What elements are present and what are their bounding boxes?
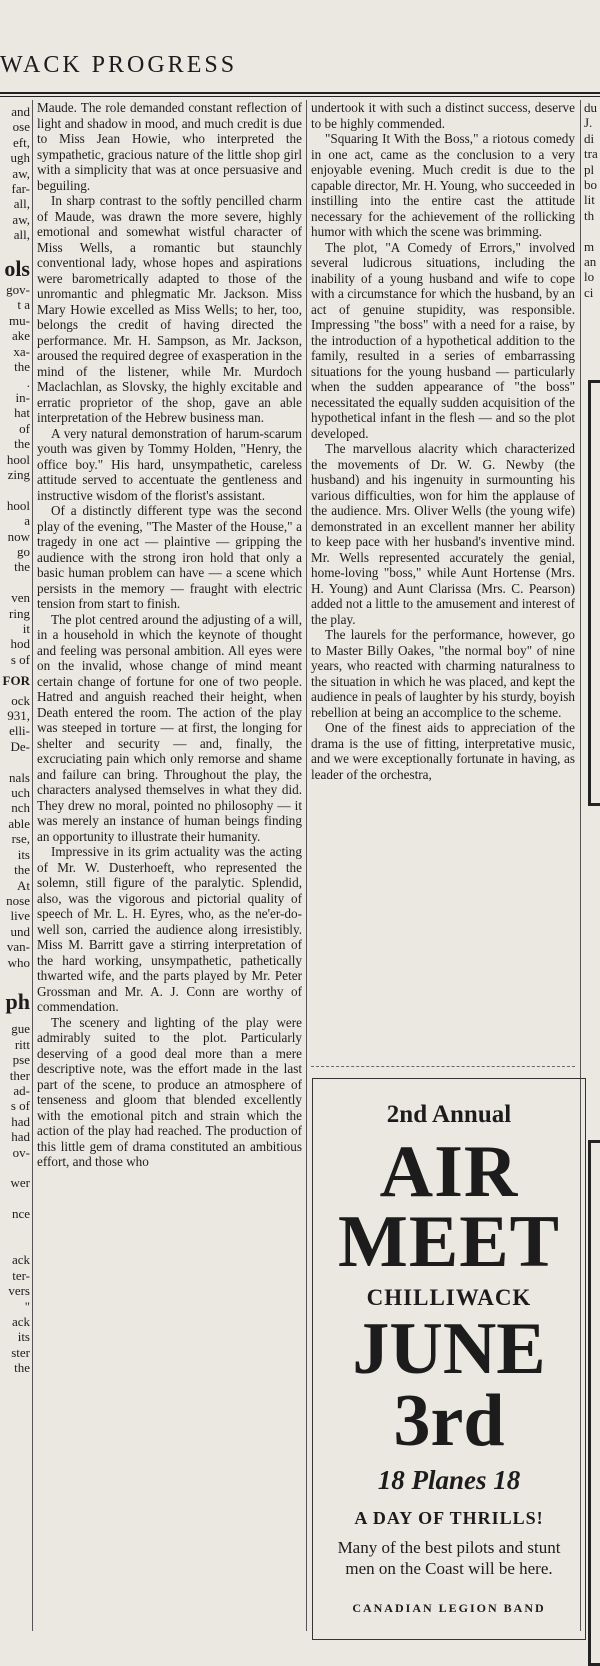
left-fragment-block: ock 931, elli- De- nals uch nch able rse, its the At nose live und van- who bbox=[6, 692, 30, 970]
article-paragraph: undertook it with such a distinct success, deserve to be highly commended. bbox=[311, 100, 575, 131]
article-paragraph: The marvellous alacrity which characterized the movements of Dr. W. G. Newby (the husband) and his ingenuity in surmounting his various difficulties, won for him the applause of the audience. Mrs. Oliver Wells (the young wife) demonstrated in an excellent manner her ability to keep pace with her husband's inventive mind. Mr. Wells represented accurately the genial, home-loving "boss," while Aunt Hortense (Mrs. H. Young) and Aunt Clarissa (Mrs. C. Pearson) added not a little to the amusement and interest of the play. bbox=[311, 441, 575, 627]
right-ad-frame bbox=[588, 380, 600, 806]
article-column-2 bbox=[311, 100, 575, 1062]
ad-annual-label: 2nd Annual bbox=[386, 1101, 512, 1128]
article-paragraph: Impressive in its grim actuality was the acting of Mr. W. Dusterhoeft, who represented the solemn, still figure of the paralytic. Splendid, also, was the vigorous and pictorial quality of speech of Mr. L. H. Eyres, who, as the ne'er-do-well son, carried the audience along irresistibly. Miss M. Barritt gave a stirring interpretation of the hard working, unsympathetic, pathetically thwarted wife, and the parts played by Mr. Peter Grossman and Mr. A. J. Conn are worthy of commendation. bbox=[37, 844, 302, 1014]
right-ad-frame bbox=[588, 1140, 600, 1666]
ad-city: CHILLIWACK bbox=[366, 1285, 532, 1310]
ad-meet-heading: MEET bbox=[338, 1201, 560, 1283]
masthead-rule-thin bbox=[0, 96, 600, 97]
article-paragraph: The plot, "A Comedy of Errors," involved several ludicrous situations, including the inability of a young husband and wife to cope with a circumstance for which the husband, by an act of genuine stupidity, was responsible. Impressing "the boss" with a need for a raise, by the introduction of a hypothetical addition to the family, resulted in a series of embarrassing situations for the young husband — particularly when the sudden appearance of "the boss" necessitated the equally sudden acquisition of the hypothetical infant in the flesh — and so the plot developed. bbox=[311, 239, 575, 441]
left-fragment-block: gov- t a mu- ake xa- the . in- hat of the hool zing hool a now go the ven ring it hod s of bbox=[6, 282, 30, 667]
ad-band: CANADIAN LEGION BAND bbox=[352, 1601, 546, 1615]
right-fragment-block: du J. di tra pl bo lit th m an lo ci bbox=[584, 100, 598, 300]
ad-thrills: A DAY OF THRILLS! bbox=[354, 1508, 544, 1528]
left-fragment-heading: FOR bbox=[2, 673, 30, 689]
column-divider bbox=[32, 100, 33, 1631]
left-fragment-column bbox=[0, 104, 30, 1631]
masthead-rule bbox=[0, 92, 600, 94]
column-end-dashes bbox=[311, 1066, 575, 1067]
ad-month: JUNE bbox=[352, 1308, 546, 1390]
article-paragraph: Maude. The role demanded constant reflection of light and shadow in mood, and much credit is due to Miss Jean Howie, who interpreted the sympathetic, gracious nature of the little shop girl with a simplicity that was at once persuasive and beguiling. bbox=[37, 100, 302, 193]
ad-air-heading: AIR bbox=[379, 1131, 519, 1213]
article-paragraph: A very natural demonstration of harum-scarum youth was given by Tommy Holden, "Henry, the office boy." His hard, unsympathetic, careless attitude served to accentuate the gentleness and instructive wisdom of the florist's assistant. bbox=[37, 425, 302, 503]
ad-planes: 18 Planes 18 bbox=[377, 1465, 521, 1495]
article-column-1 bbox=[37, 100, 302, 1631]
left-fragment-block: and ose eft, ugh aw, far- all, aw, all, bbox=[10, 104, 30, 243]
article-paragraph: The laurels for the performance, however, go to Master Billy Oakes, "the normal boy" of nine years, who reacted with charming naturalness to the situation in which he was placed, and kept the audience in peals of laughter by his sturdy, boyish rebellion at being an accomplice to the scheme. bbox=[311, 627, 575, 720]
ad-day: 3rd bbox=[393, 1380, 505, 1462]
article-paragraph: "Squaring It With the Boss," a riotous comedy in one act, came as the conclusion to a very enjoyable evening. Much credit is due to the capable director, Mr. H. Young, who succeeded in instilling into the entire cast the attitude necessary for the achievement of the rollicking humor with which the scene was brimming. bbox=[311, 131, 575, 239]
air-meet-advertisement bbox=[312, 1078, 586, 1640]
article-paragraph: The scenery and lighting of the play were admirably suited to the plot. Particularly deserving of a good deal more than a mere descriptive note, was the effort made in the last part of the scene, to produce an atmosphere of tenseness and gloom that blended excellently with the emotional pitch and strain which the action of the play had reached. The production of this little gem of drama constituted an ambitious effort, and those who bbox=[37, 1014, 302, 1169]
masthead-title: WACK PROGRESS bbox=[0, 52, 238, 78]
ad-description: Many of the best pilots and stunt men on the Coast will be here. bbox=[337, 1538, 561, 1578]
column-divider bbox=[306, 100, 307, 1631]
left-fragment-block: gue ritt pse ther ad- s of had had ov- wer nce ack ter- vers " ack its ster the bbox=[8, 1021, 30, 1376]
article-paragraph: In sharp contrast to the softly pencilled charm of Maude, was drawn the more severe, highly emotional and somewhat wistful character of Miss Wells, a romantic but staunchly conventional lady, whose hopes and aspirations were barometrically adapted to those of the unromantic and phlegmatic Mr. Jackson. Miss Mary Howie excelled as Miss Wells; to her, too, belongs the credit of having directed the performance. Mr. H. Sampson, as Mr. Jackson, aroused the required degree of exasperation in the mind of the listener, while Mr. Murdoch Maclachlan, as Slovsky, the highly excitable and erratic proprietor of the shop, gave an able interpretation of the Hebrew business man. bbox=[37, 193, 302, 425]
left-fragment-heading: ph bbox=[5, 988, 30, 1014]
right-fragment-column bbox=[584, 100, 600, 340]
left-fragment-heading: ols bbox=[4, 255, 30, 281]
article-paragraph: Of a distinctly different type was the second play of the evening, "The Master of the House," a tragedy in one act — plaintive — gripping the audience with the strong iron hold that only a basic human problem can have — a scene which persists in the memory — fraught with electric tension from start to finish. bbox=[37, 503, 302, 611]
article-paragraph: One of the finest aids to appreciation of the drama is the use of fitting, interpretative music, and we were exceptionally fortunate in having, as leader of the orchestra, bbox=[311, 720, 575, 782]
article-paragraph: The plot centred around the adjusting of a will, in a household in which the keynote of thought and feeling was personal ambition. All eyes were on the invalid, whose change of mind meant certain change of fortune for one of two people. Hatred and anguish reached their height, when Death entered the room. The action of the play was steeped in torture — at first, the longing for shelter and security — and, finally, the excruciating pain which only remorse and shame and failure can bring. Throughout the play, the characters analysed themselves in what they did. They drew no moral, pointed no philosophy — it was merely an instance of human beings finding an opportunity to illustrate their humanity. bbox=[37, 611, 302, 844]
